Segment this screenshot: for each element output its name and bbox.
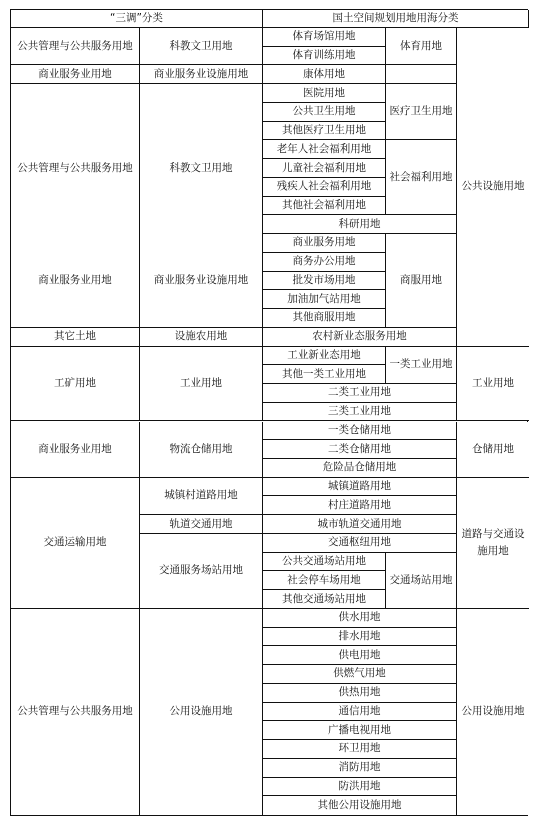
l2-plan-cell: 社会福利用地 — [386, 140, 457, 215]
l2-plan-cell: 防洪用地 — [263, 778, 457, 797]
l3-cell: 残疾人社会福利用地 — [263, 178, 386, 197]
l1-plan-cell: 仓储用地 — [457, 422, 529, 478]
l2-plan-cell: 供燃气用地 — [263, 665, 457, 684]
l2-plan-cell: 一类工业用地 — [386, 347, 457, 384]
l1-plan-cell: 工业用地 — [457, 347, 529, 422]
l2-plan-cell: 商服用地 — [386, 234, 457, 328]
l3-cell: 农村新业态服务用地 — [263, 328, 457, 347]
l3-cell: 儿童社会福利用地 — [263, 159, 386, 178]
l3-cell: 工业新业态用地 — [263, 347, 386, 366]
l1-plan-cell: 公共设施用地 — [457, 28, 529, 347]
l2-plan-cell: 二类仓储用地 — [263, 440, 457, 459]
l1-plan-cell: 道路与交通设施用地 — [457, 478, 529, 609]
l2-cell: 商业服务业设施用地 — [140, 234, 263, 328]
l2-cell: 物流仓储用地 — [140, 422, 263, 478]
l2-plan-cell: 医疗卫生用地 — [386, 84, 457, 140]
l2-plan-cell: 交通枢纽用地 — [263, 534, 457, 553]
l3-cell: 其他社会福利用地 — [263, 197, 386, 216]
l3-cell: 其他交通场站用地 — [263, 590, 386, 609]
l2-plan-cell: 消防用地 — [263, 759, 457, 778]
l3-cell: 公共交通场站用地 — [263, 553, 386, 572]
empty-cell — [386, 65, 457, 84]
l3-cell: 科研用地 — [263, 215, 457, 234]
l2-cell: 科教文卫用地 — [140, 28, 263, 65]
l2-cell: 城镇村道路用地 — [140, 478, 263, 515]
l3-cell: 其他医疗卫生用地 — [263, 122, 386, 141]
l3-cell: 批发市场用地 — [263, 272, 386, 291]
l2-plan-cell: 供水用地 — [263, 609, 457, 628]
l1-cell: 其它土地 — [11, 328, 140, 347]
l2-plan-cell: 危险品仓储用地 — [263, 459, 457, 478]
l2-plan-cell: 供热用地 — [263, 684, 457, 703]
l3-cell: 其他商服用地 — [263, 309, 386, 328]
l2-cell: 商业服务业设施用地 — [140, 65, 263, 84]
l2-plan-cell: 交通场站用地 — [386, 553, 457, 609]
l2-cell: 交通服务场站用地 — [140, 534, 263, 609]
l3-cell: 社会停车场用地 — [263, 571, 386, 590]
l3-cell: 体育场馆用地 — [263, 28, 386, 47]
l1-cell: 商业服务业用地 — [11, 234, 140, 328]
l2-plan-cell: 排水用地 — [263, 628, 457, 647]
l2-cell: 设施农用地 — [140, 328, 263, 347]
l2-plan-cell: 村庄道路用地 — [263, 496, 457, 515]
l3-cell: 老年人社会福利用地 — [263, 140, 386, 159]
header-santiao-category: “三调”分类 — [11, 10, 263, 28]
l3-cell: 其他一类工业用地 — [263, 365, 386, 384]
header-spatial-plan-category: 国土空间规划用地用海分类 — [263, 10, 529, 28]
l3-cell: 商务办公用地 — [263, 253, 386, 272]
l3-cell: 加油加气站用地 — [263, 290, 386, 309]
l2-cell: 轨道交通用地 — [140, 515, 263, 534]
l1-cell: 公共管理与公共服务用地 — [11, 84, 140, 253]
l2-plan-cell: 广播电视用地 — [263, 721, 457, 740]
l2-cell: 工业用地 — [140, 347, 263, 422]
l2-plan-cell: 一类仓储用地 — [263, 422, 457, 441]
l2-plan-cell: 通信用地 — [263, 703, 457, 722]
l1-cell: 商业服务业用地 — [11, 422, 140, 478]
l1-cell: 商业服务业用地 — [11, 65, 140, 84]
l3-cell: 体育训练用地 — [263, 47, 386, 66]
l1-cell: 公共管理与公共服务用地 — [11, 28, 140, 65]
l1-cell: 工矿用地 — [11, 347, 140, 422]
l2-plan-cell: 城镇道路用地 — [263, 478, 457, 497]
l2-plan-cell: 城市轨道交通用地 — [263, 515, 457, 534]
l3-cell: 康体用地 — [263, 65, 386, 84]
l2-cell: 科教文卫用地 — [140, 84, 263, 253]
l2-plan-cell: 环卫用地 — [263, 740, 457, 759]
l1-cell: 公共管理与公共服务用地 — [11, 609, 140, 815]
l2-plan-cell: 体育用地 — [386, 28, 457, 65]
l3-cell: 商业服务用地 — [263, 234, 386, 253]
l1-cell: 交通运输用地 — [11, 478, 140, 609]
l2-cell: 公用设施用地 — [140, 609, 263, 815]
l2-plan-cell: 二类工业用地 — [263, 384, 457, 403]
l2-plan-cell: 其他公用设施用地 — [263, 796, 457, 815]
l2-plan-cell: 供电用地 — [263, 646, 457, 665]
l2-plan-cell: 三类工业用地 — [263, 403, 457, 422]
l1-plan-cell: 公用设施用地 — [457, 609, 529, 815]
l3-cell: 公共卫生用地 — [263, 103, 386, 122]
land-classification-table — [10, 9, 528, 816]
l3-cell: 医院用地 — [263, 84, 386, 103]
